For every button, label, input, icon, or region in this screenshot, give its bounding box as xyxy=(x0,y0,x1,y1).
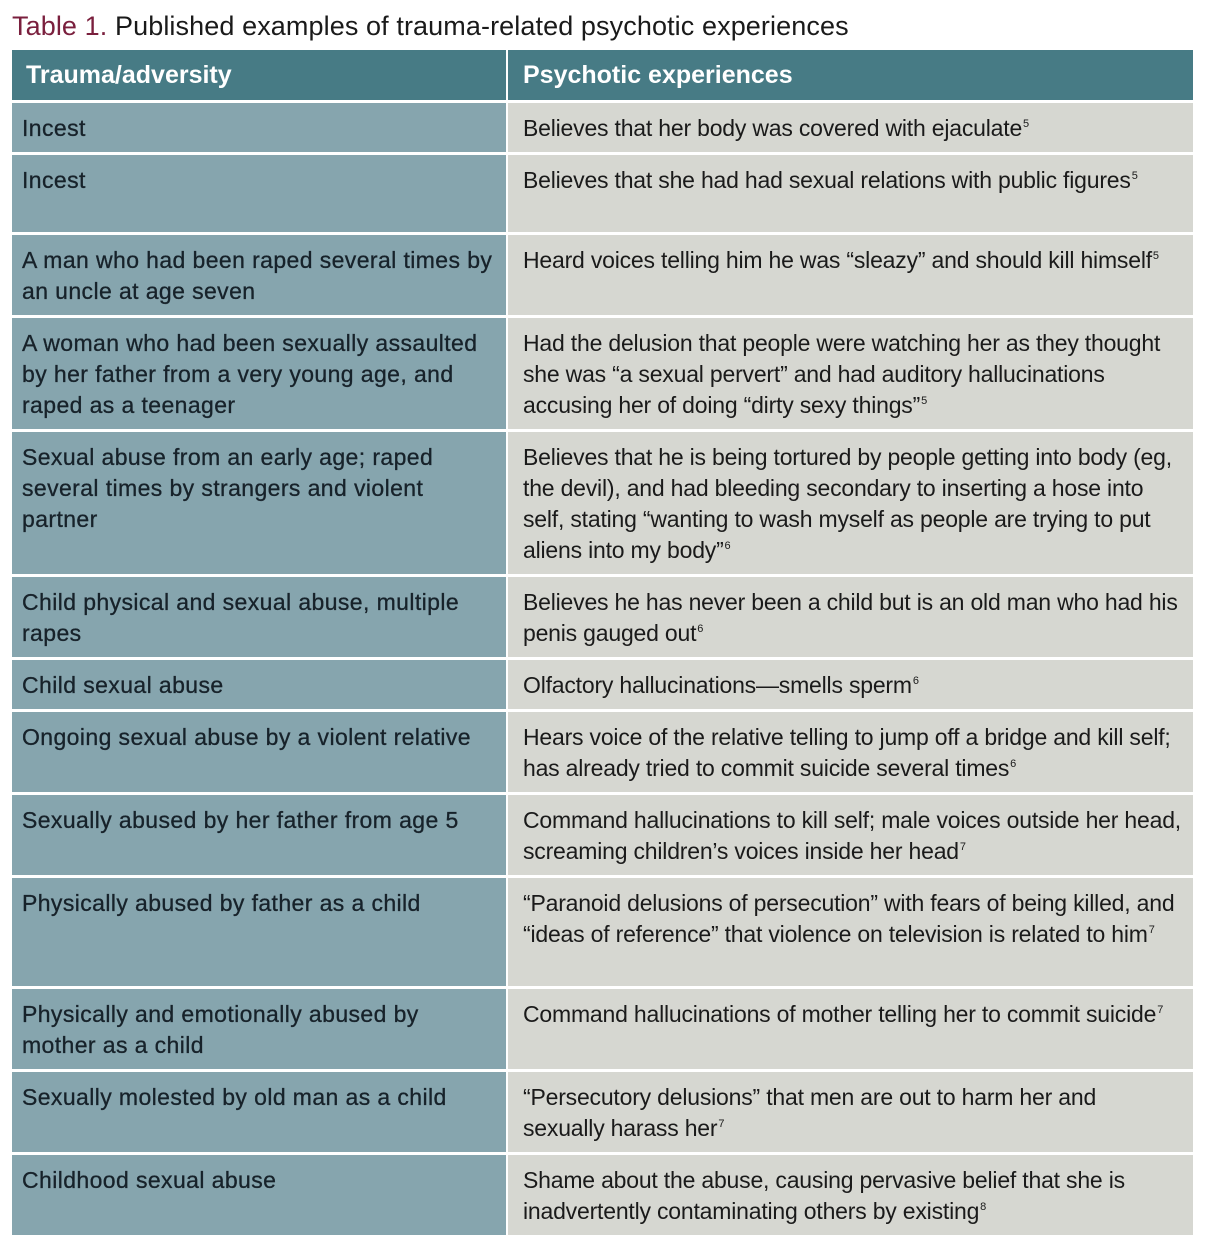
trauma-cell: Ongoing sexual abuse by a violent relative xyxy=(12,711,507,794)
experience-text: Had the delusion that people were watching her as they thought she was “a sexual pervert” and had auditory hallucinations accusing her of doing “dirty sexy things” xyxy=(523,330,1160,418)
experience-text: Shame about the abuse, causing pervasive belief that she is inadvertently contaminating others by existing xyxy=(523,1167,1125,1224)
experience-cell xyxy=(507,794,1193,877)
experience-cell xyxy=(507,711,1193,794)
experience-text: Hears voice of the relative telling to jump off a bridge and kill self; has already tried to commit suicide several times xyxy=(523,724,1171,781)
experience-cell xyxy=(507,234,1193,317)
table-header-row xyxy=(12,50,1193,102)
column-header-experiences: Psychotic experiences xyxy=(507,50,1193,102)
table-row xyxy=(12,576,1193,659)
table-row xyxy=(12,234,1193,317)
trauma-cell: A man who had been raped several times by an uncle at age seven xyxy=(12,234,507,317)
table-row xyxy=(12,102,1193,154)
reference-superscript: 6 xyxy=(1010,758,1016,770)
experience-cell xyxy=(507,877,1193,988)
trauma-cell: Childhood sexual abuse xyxy=(12,1154,507,1235)
trauma-psychosis-table xyxy=(12,50,1193,1235)
reference-superscript: 5 xyxy=(1132,170,1138,182)
reference-superscript: 6 xyxy=(913,675,919,687)
trauma-cell: A woman who had been sexually assaulted by her father from a very young age, and raped as a teenager xyxy=(12,317,507,431)
experience-cell xyxy=(507,988,1193,1071)
experience-cell xyxy=(507,1071,1193,1154)
table-row xyxy=(12,659,1193,711)
table-caption xyxy=(12,9,849,43)
table-row xyxy=(12,988,1193,1071)
reference-superscript: 7 xyxy=(718,1118,724,1130)
experience-text: Believes that he is being tortured by people getting into body (eg, the devil), and had bleeding secondary to inserting a hose into self, stating “wanting to wash myself as people are trying to put aliens into my body” xyxy=(523,444,1172,563)
experience-text: Olfactory hallucinations—smells sperm xyxy=(523,672,912,698)
reference-superscript: 5 xyxy=(921,395,927,407)
table-row xyxy=(12,154,1193,234)
trauma-cell: Sexually abused by her father from age 5 xyxy=(12,794,507,877)
experience-text: “Persecutory delusions” that men are out to harm her and sexually harass her xyxy=(523,1084,1096,1141)
trauma-cell: Child sexual abuse xyxy=(12,659,507,711)
experience-cell xyxy=(507,431,1193,576)
reference-superscript: 7 xyxy=(960,841,966,853)
table-row xyxy=(12,711,1193,794)
table-title: Published examples of trauma-related psychotic experiences xyxy=(115,11,849,41)
experience-cell xyxy=(507,1154,1193,1235)
reference-superscript: 5 xyxy=(1153,250,1159,262)
trauma-cell: Child physical and sexual abuse, multiple rapes xyxy=(12,576,507,659)
experience-cell xyxy=(507,102,1193,154)
reference-superscript: 8 xyxy=(980,1201,986,1213)
experience-text: Believes that her body was covered with ejaculate xyxy=(523,115,1022,141)
table-number: Table 1. xyxy=(12,11,107,41)
experience-cell xyxy=(507,154,1193,234)
table-row xyxy=(12,794,1193,877)
experience-text: Command hallucinations of mother telling her to commit suicide xyxy=(523,1001,1156,1027)
trauma-cell: Incest xyxy=(12,102,507,154)
trauma-cell: Physically and emotionally abused by mother as a child xyxy=(12,988,507,1071)
experience-text: Believes he has never been a child but is an old man who had his penis gauged out xyxy=(523,589,1178,646)
experience-cell xyxy=(507,576,1193,659)
table-body xyxy=(12,102,1193,1235)
table-row xyxy=(12,431,1193,576)
column-header-trauma: Trauma/adversity xyxy=(12,50,507,102)
table-row xyxy=(12,877,1193,988)
experience-cell xyxy=(507,317,1193,431)
experience-text: Heard voices telling him he was “sleazy” and should kill himself xyxy=(523,247,1152,273)
experience-text: Command hallucinations to kill self; male voices outside her head, screaming children’s voices inside her head xyxy=(523,807,1181,864)
trauma-cell: Sexually molested by old man as a child xyxy=(12,1071,507,1154)
reference-superscript: 6 xyxy=(697,623,703,635)
experience-cell xyxy=(507,659,1193,711)
table-row xyxy=(12,317,1193,431)
experience-text: “Paranoid delusions of persecution” with fears of being killed, and “ideas of reference” that violence on television is related to him xyxy=(523,890,1174,947)
trauma-cell: Physically abused by father as a child xyxy=(12,877,507,988)
reference-superscript: 7 xyxy=(1149,924,1155,936)
reference-superscript: 5 xyxy=(1023,118,1029,130)
reference-superscript: 6 xyxy=(725,540,731,552)
reference-superscript: 7 xyxy=(1157,1004,1163,1016)
trauma-cell: Incest xyxy=(12,154,507,234)
trauma-cell: Sexual abuse from an early age; raped several times by strangers and violent partner xyxy=(12,431,507,576)
table-row xyxy=(12,1071,1193,1154)
table-row xyxy=(12,1154,1193,1235)
experience-text: Believes that she had had sexual relations with public figures xyxy=(523,167,1131,193)
